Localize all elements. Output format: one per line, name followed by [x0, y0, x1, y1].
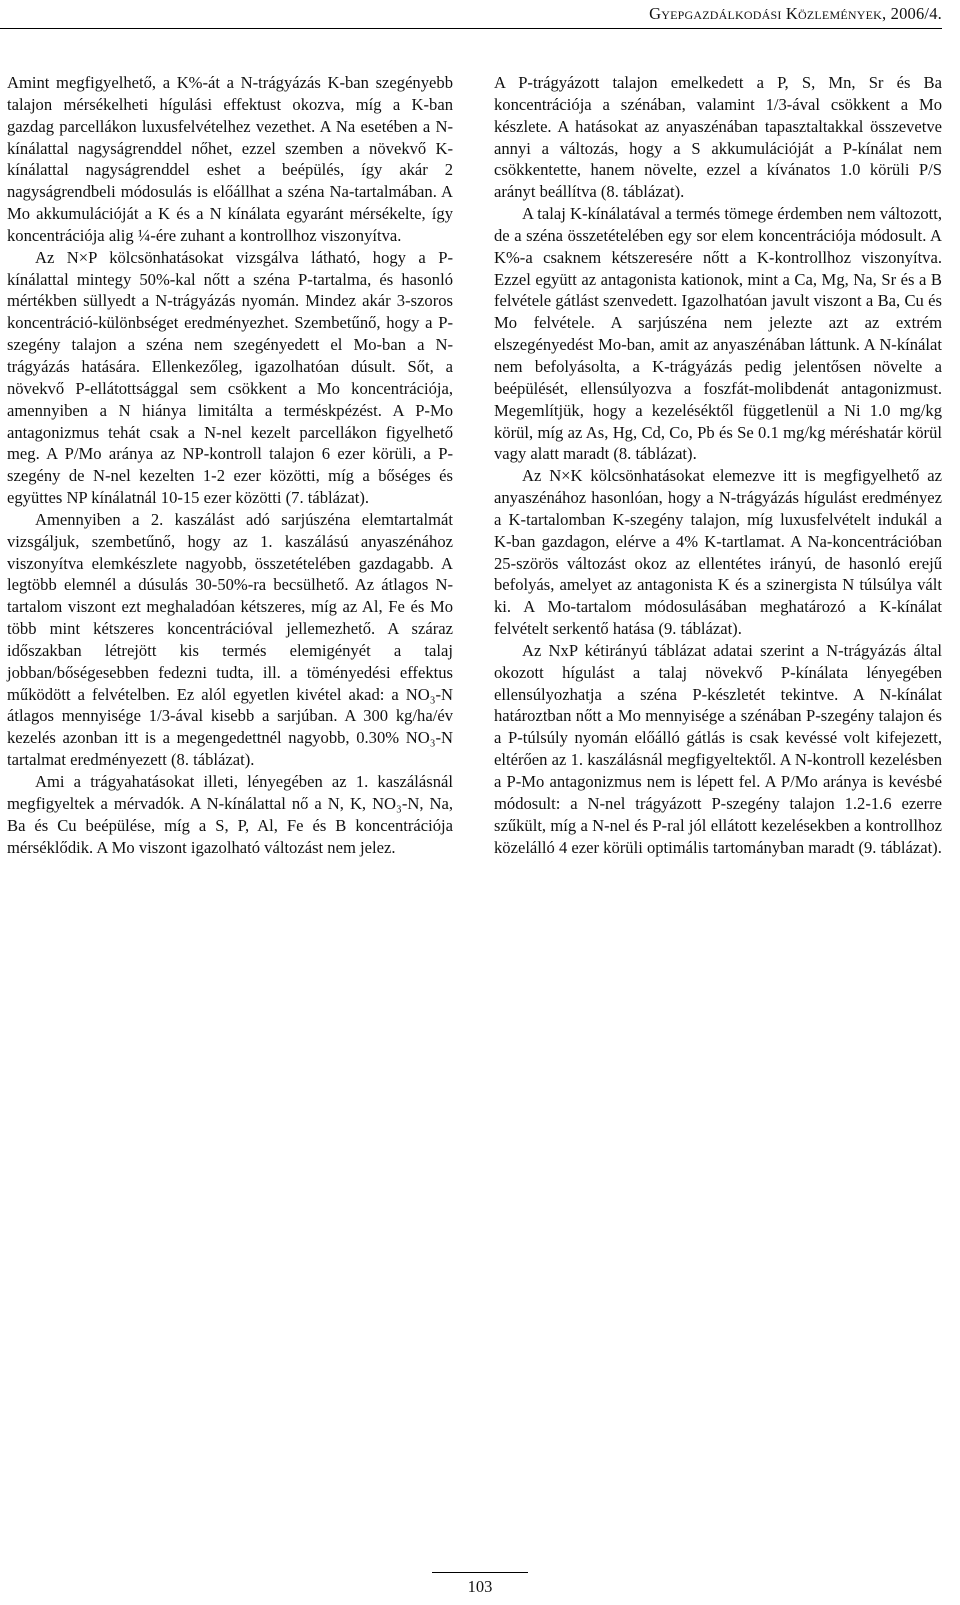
- page-number: 103: [467, 1577, 493, 1596]
- right-column: [494, 72, 942, 858]
- paragraph: Az N×P kölcsönhatásokat vizsgálva látható, hogy a P-kínálattal mintegy 50%-kal nőtt a széna P-tartalma, és hasonló mértékben süllyedt a N-trágyázás nyomán. Mindez akár 3-szoros koncentráció-különbséget eredményezhet. Szembetűnő, hogy a P-szegény talajon a széna nem szegényedett el Mo-ban a N-trágyázás hatására. Ellenkezőleg, igazolhatóan dúsult. Sőt, a növekvő P-ellátottsággal sem csökkent a Mo koncentrációja, amennyiben a N hiánya limitálta a terméskpézést. A P-Mo antagonizmus tehát csak a N-nel kezelt parcellákon figyelhető meg. A P/Mo aránya az NP-kontroll talajon 6 ezer körüli, a P-szegény de N-nel kezelten 1-2 ezer közötti, míg a bőséges és együttes NP kínálatnál 10-15 ezer közötti (7. táblázat).: [7, 247, 453, 508]
- footer-divider: [432, 1572, 528, 1573]
- paragraph: A P-trágyázott talajon emelkedett a P, S, Mn, Sr és Ba koncentrációja a szénában, valamint 1/3-ával csökkent a Mo készlete. A hatásokat az anyaszénában tapasztaltakkal összevetve annyi a változás, hogy a S akkumulációját a P-kínálat nem csökkentette, hanem növelte, ezzel a kívánatos 1.0 körüli P/S arányt beállítva (8. táblázat).: [494, 73, 942, 202]
- paragraph: Amint megfigyelhető, a K%-át a N-trágyázás K-ban szegényebb talajon mérsékelheti hígulási effektust okozva, míg a K-ban gazdag parcellákon luxusfelvételhez vezethet. A Na esetében a N-kínálattal nagyságrenddel nőhet, ezzel szemben a növekvő K-kínálattal nagyságrenddel eshet a beépülés, így akár 2 nagyságrendbeli módosulás is előállhat a széna Na-tartalmában. A Mo akkumulációját a K és a N kínálata egyaránt mérsékelte, így koncentrációja alig ¼-ére zuhant a kontrollhoz viszonyítva.: [7, 73, 453, 245]
- paragraph: Amennyiben a 2. kaszálást adó sarjúszéna elemtartalmát vizsgáljuk, szembetűnő, hogy az 1. kaszálású anyaszénához viszonyítva elemkészlete nagyobb, összetételében gazdagabb. A legtöbb elemnél a dúsulás 30-50%-ra becsülhető. Az átlagos N-tartalom viszont ezt meghaladóan kétszeres, míg az Al, Fe és Mo több mint kétszeres koncentrációval jellemezhető. A száraz időszakban létrejött kis termés elemigényét a talaj jobban/bőségesebben fedezni tudta, ill. a töményedési effektus működött a felvételben. Ez alól egyetlen kivétel akad: a NO₃-N átlagos mennyisége 1/3-ával kisebb a sarjúban. A 300 kg/ha/év kezelés azonban itt is a megengedettnél nagyobb, 0.30% NO₃-N tartalmat eredményezett (8. táblázat).: [7, 509, 453, 770]
- left-column: [7, 72, 453, 858]
- paragraph: Az N×K kölcsönhatásokat elemezve itt is megfigyelhető az anyaszénához hasonlóan, hogy a N-trágyázás hígulást eredményez a K-tartalomban K-szegény talajon, míg luxusfelvételt indukál a K-ban gazdagon, elérve a 4% K-tartlamat. A Na-koncentrációban 25-szörös változást okoz az ellentétes irányú, de hasonló erejű befolyás, amelyet az antagonista K és a szinergista N túlsúlya vált ki. A Mo-tartalom módosulásában meghatározó a K-kínálat felvételt serkentő hatása (9. táblázat).: [494, 466, 942, 639]
- running-header: Gyepgazdálkodási Közlemények, 2006/4.: [0, 4, 942, 29]
- paragraph: Ami a trágyahatásokat illeti, lényegében az 1. kaszálásnál megfigyeltek a mérvadók. A N-kínálattal nő a N, K, NO₃-N, Na, Ba és Cu beépülése, míg a S, P, Al, Fe és B koncentrációja mérséklődik. A Mo viszont igazolható változást nem jelez.: [7, 772, 453, 857]
- paragraph: A talaj K-kínálatával a termés tömege érdemben nem változott, de a széna összetételében egy sor elem koncentrációja módosult. A K%-a csaknem kétszeresére nőtt a K-kontrollhoz viszonyítva. Ezzel együtt az antagonista kationok, mint a Ca, Mg, Na, Sr és a B felvétele gátlást szenvedett. Igazolhatóan javult viszont a Ba, Cu és Mo felvétele. A sarjúszéna nem jelezte azt az extrém elszegényedést Mo-ban, amit az anyaszénában láttunk. A N-kínálat nem befolyásolta, a K-trágyázás pedig jelentősen növelte a beépülését, ellensúlyozva a foszfát-molibdenát antagonizmust. Megemlítjük, hogy a kezeléséktől függetlenül a Ni 1.0 mg/kg körül, míg az As, Hg, Cd, Co, Pb és Se 0.1 mg/kg méréshatár körül vagy alatt maradt (8. táblázat).: [494, 204, 942, 464]
- paragraph: Az NxP kétirányú táblázat adatai szerint a N-trágyázás által okozott hígulást a talaj növekvő P-kínálata lényegében ellensúlyozhatja a széna P-készletét tekintve. A N-kínálat határoztban nőtt a Mo mennyisége a szénában P-szegény talajon és a P-túlsúly nyomán előálló gátlás is csak kevéssé volt kifejezett, eltérően az 1. kaszálásnál megfigyeltektől. A N-kontroll kezelésben a P-Mo antagonizmus nem is lépett fel. A P/Mo aránya is kevésbé módosult: a N-nel trágyázott P-szegény talajon 1.2-1.6 ezerre szűkült, míg a N-nel és P-ral jól ellátott kezelésekben a kontrollhoz közelálló 4 ezer körüli optimális tartományban maradt (9. táblázat).: [494, 640, 942, 857]
